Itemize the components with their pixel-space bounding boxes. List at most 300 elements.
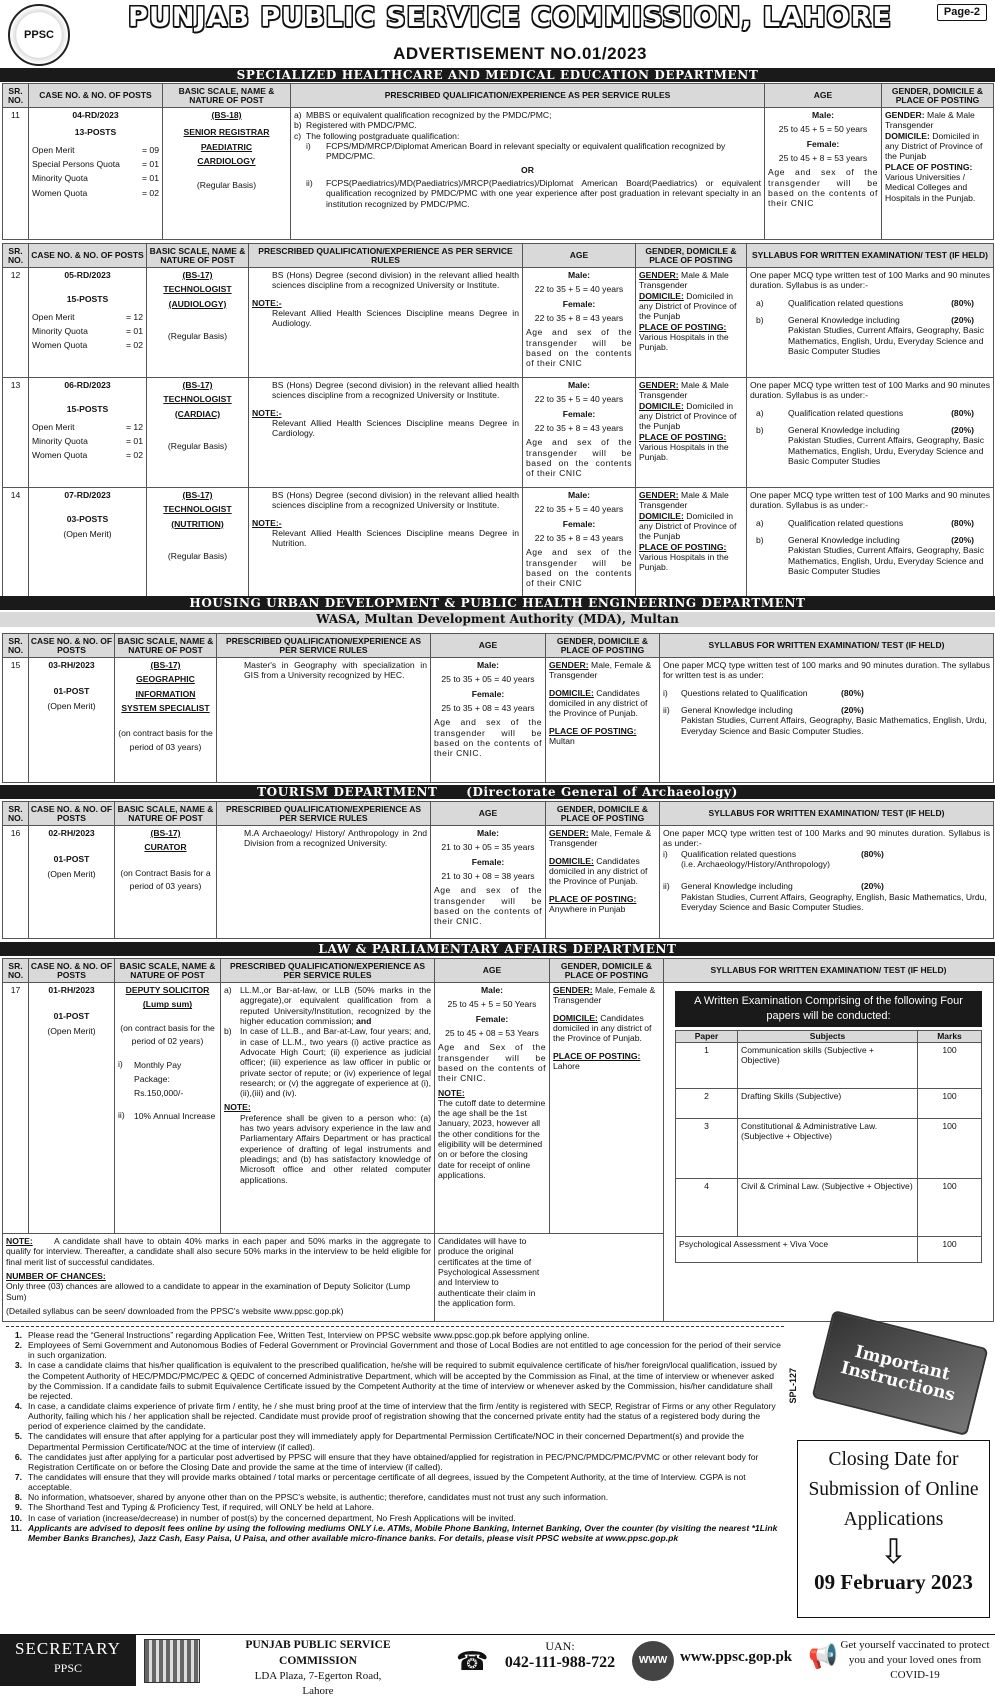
- table-row: [3, 488, 994, 598]
- gender-label: GENDER:: [549, 828, 589, 838]
- quota-value: = 12: [126, 311, 143, 322]
- syllabus-cell: [747, 268, 994, 378]
- post-name: TECHNOLOGIST: [163, 504, 232, 515]
- note-label: NOTE:-: [252, 407, 282, 418]
- paper-col-header: Subjects: [738, 1030, 918, 1042]
- or-separator: OR: [521, 164, 534, 175]
- basic-scale: (BS-17): [150, 660, 181, 670]
- age-note: Age and sex of the transgender will be based on the contents of their CNIC.: [434, 717, 542, 759]
- note-label: NOTE:-: [252, 517, 282, 528]
- post-name: (AUDIOLOGY): [168, 298, 227, 309]
- quota-label: Minority Quota: [32, 435, 88, 446]
- age-female: 21 to 30 + 08 = 38 years: [441, 870, 535, 881]
- case-cell: [29, 658, 115, 783]
- psych-assessment: Psychological Assessment + Viva Voce: [676, 1236, 918, 1262]
- qualification-item: BS (Hons) Degree (second division) in the relevant allied health sciences discipline from a recognized University or Institute.: [272, 270, 519, 291]
- merit-type: (Open Merit): [63, 528, 112, 539]
- col-header: SR. NO.: [3, 244, 29, 268]
- globe-icon: WWW: [632, 1641, 674, 1681]
- gender-value: Male, Female & Transgender: [553, 985, 656, 1006]
- syllabus-key: b): [756, 314, 764, 325]
- serial-number: 15: [3, 658, 29, 783]
- department-heading: HOUSING URBAN DEVELOPMENT & PUBLIC HEALTH ENGINEERING DEPARTMENT: [0, 596, 995, 610]
- gender-label: GENDER:: [553, 985, 593, 995]
- syllabus-marks: (20%): [861, 881, 884, 892]
- instruction-number: 7.: [14, 1471, 22, 1482]
- list-key: i): [118, 1059, 123, 1070]
- gender-label: GENDER:: [639, 380, 679, 390]
- paper-col-header: Paper: [676, 1030, 738, 1042]
- syllabus-cell: [747, 488, 994, 598]
- bottom-note-cell: [3, 1234, 435, 1322]
- and-connector: and: [356, 1015, 372, 1026]
- gender-cell: [546, 826, 660, 939]
- qualification-item: The following postgraduate qualification:: [306, 130, 460, 141]
- post-nature: (Regular Basis): [167, 550, 228, 561]
- general-instructions: [6, 1326, 784, 1543]
- department-heading: LAW & PARLIAMENTARY AFFAIRS DEPARTMENT: [0, 942, 995, 956]
- instruction-number: 11.: [10, 1522, 22, 1533]
- syllabus-marks: (80%): [951, 297, 974, 308]
- col-header: CASE NO. & NO. OF POSTS: [29, 634, 115, 658]
- age-cell: [523, 488, 636, 598]
- case-cell: [29, 826, 115, 939]
- age-cell: [431, 658, 546, 783]
- post-count: 15-POSTS: [66, 294, 109, 305]
- syllabus-marks: (80%): [951, 407, 974, 418]
- basic-scale: (BS-17): [182, 380, 213, 390]
- age-label: Male:: [568, 490, 590, 500]
- syllabus-item: General Knowledge including: [788, 424, 900, 435]
- syllabus-item: Qualification related questions: [788, 297, 904, 308]
- age-label: Female:: [562, 298, 596, 309]
- place-label: PLACE OF POSTING:: [549, 893, 637, 904]
- posts-table: [2, 243, 994, 598]
- syllabus-marks: (80%): [841, 687, 864, 698]
- col-header: SR. NO.: [3, 634, 29, 658]
- department-subheading: WASA, Multan Development Authority (MDA), Multan: [0, 612, 995, 627]
- gender-label: GENDER:: [639, 270, 679, 280]
- qualification-item: Registered with PMDC/PMC.: [306, 120, 417, 131]
- quota-value: = 01: [126, 325, 143, 336]
- syllabus-detail: Pakistan Studies, Current Affairs, Geography, English, Basic Mathematics, Urdu, Everyday Science and Basic Computer Studies.: [681, 891, 987, 912]
- domicile-value: Domiciled in any District of Province of the Punjab: [639, 400, 737, 432]
- age-label: Female:: [471, 856, 505, 867]
- syllabus-key: b): [756, 424, 764, 435]
- posts-table: [2, 801, 994, 939]
- qualification-item: Master's in Geography with specialization in GIS from a University recognized by HEC.: [244, 660, 427, 681]
- instruction-number: 5.: [14, 1431, 22, 1442]
- col-header: GENDER, DOMICILE & PLACE OF POSTING: [636, 244, 747, 268]
- domicile-label: DOMICILE:: [639, 400, 684, 411]
- quota-value: = 01: [142, 173, 159, 184]
- age-label: Female:: [562, 518, 596, 529]
- gender-value: Male, Female & Transgender: [549, 828, 652, 849]
- uan-number: 042-111-988-722: [504, 1653, 616, 1671]
- gender-value: Male & Male Transgender: [885, 110, 975, 131]
- age-label: Female:: [471, 688, 505, 699]
- syllabus-marks: (80%): [951, 517, 974, 528]
- address-line: Lahore: [302, 1684, 334, 1697]
- instruction-text: The candidates will ensure that they will provide marks obtained / total marks or percentage certificate of all degrees, issued by the Competent Authority, at the time of Interview. CGPA is not acceptable.: [28, 1471, 746, 1493]
- syllabus-item: Questions related to Qualification: [681, 687, 808, 698]
- paper-marks: 100: [918, 1236, 982, 1262]
- syllabus-cell: [660, 826, 994, 939]
- ppsc-label: PPSC: [53, 1660, 83, 1675]
- case-number: 07-RD/2023: [64, 490, 111, 500]
- posts-table: [2, 83, 994, 240]
- gender-value: Male & Male Transgender: [639, 490, 729, 511]
- serial-number: 13: [3, 378, 29, 488]
- syllabus-key: a): [756, 407, 764, 418]
- quota-value: = 02: [126, 450, 143, 461]
- place-value: Various Hospitals in the Punjab.: [639, 331, 729, 353]
- secretary-block: [0, 1635, 136, 1686]
- arrow-down-icon: ⇩: [879, 1533, 908, 1571]
- age-note-cont: [435, 1234, 664, 1322]
- basic-scale: (BS-18): [211, 110, 242, 120]
- post-name: (NUTRITION): [171, 518, 224, 529]
- case-number: 02-RH/2023: [48, 828, 95, 838]
- post-name: TECHNOLOGIST: [163, 394, 232, 405]
- gender-label: GENDER:: [639, 490, 679, 500]
- instruction-text: Please read the “General Instructions” regarding Application Fee, Written Test, Interview on PPSC website www.ppsc.gop.pk before applying online.: [28, 1330, 590, 1340]
- col-header: AGE: [523, 244, 636, 268]
- place-value: Various Universities / Medical Colleges and Hospitals in the Punjab.: [885, 171, 976, 203]
- case-cell: [29, 108, 163, 240]
- syllabus-key: ii): [663, 881, 670, 892]
- age-note: Age and Sex of the transgender will be based on the contents of their CNIC.: [438, 1042, 546, 1084]
- post-nature: (Regular Basis): [167, 440, 228, 451]
- syllabus-intro: One paper MCQ type written test of 100 Marks and 90 minutes duration. Syllabus is as under:-: [663, 828, 990, 849]
- post-name: GEOGRAPHIC: [136, 674, 195, 685]
- col-header: AGE: [765, 84, 882, 108]
- instruction-text: No information, whatsoever, shared by anyone other than on the PPSC's website, is authentic; therefore, candidates must not trust any such information.: [28, 1492, 609, 1503]
- paper-col-header: Marks: [918, 1030, 982, 1042]
- website-link[interactable]: www.ppsc.gop.pk: [680, 1649, 793, 1665]
- address-line: LDA Plaza, 7-Egerton Road,: [254, 1670, 382, 1683]
- quota-label: Open Merit: [32, 311, 75, 322]
- department-heading: [0, 785, 995, 799]
- qualification-item: LL.M.,or Bar-at-law, or LLB (50% marks in the aggregate),or equivalent qualification from a reputed University/Institution, recognized by the higher education commission;: [240, 985, 431, 1026]
- merit-type: (Open Merit): [47, 868, 96, 879]
- post-name-cell: [163, 108, 291, 240]
- post-name: CURATOR: [144, 842, 187, 853]
- quota-value: = 12: [126, 421, 143, 432]
- merit-type: (Open Merit): [47, 700, 96, 711]
- age-note: Age and sex of the transgender will be based on the contents of their CNIC: [768, 167, 878, 209]
- post-count: 03-POSTS: [66, 514, 109, 525]
- qualification-item: BS (Hons) Degree (second division) in the relevant allied health sciences discipline from a recognized University or Institute.: [272, 380, 519, 401]
- quota-label: Women Quota: [32, 187, 88, 198]
- post-nature: (Regular Basis): [196, 180, 257, 191]
- secretary-label: SECRETARY: [15, 1639, 121, 1658]
- gender-value: Male, Female & Transgender: [549, 660, 652, 681]
- post-name-cell: [147, 488, 249, 598]
- instruction-text: Employees of Semi Government and Autonomous Bodies of Federal Government or Provincial Government and those of Local Bodies are not entitled to age concession for the period of their service in such organization.: [28, 1340, 781, 1361]
- case-number: 05-RD/2023: [64, 270, 111, 280]
- table-row: [3, 108, 994, 240]
- instruction-number: 4.: [14, 1400, 22, 1411]
- page-badge: Page-2: [937, 4, 987, 21]
- posts-table: [2, 633, 994, 783]
- col-header: AGE: [435, 959, 550, 983]
- syllabus-item: Qualification related questions: [788, 407, 904, 418]
- col-header: AGE: [431, 802, 546, 826]
- note-text: A candidate shall have to obtain 40% marks in each paper and 50% marks in the aggregate to qualify for interview. Thereafter, a candidate shall also secure 50% marks in the interview to be held eligible for final merit list of successful candidates.: [6, 1236, 431, 1267]
- syllabus-marks: (20%): [951, 534, 974, 545]
- uan-block: [495, 1640, 625, 1672]
- col-header: PRESCRIBED QUALIFICATION/EXPERIENCE AS PER SERVICE RULES: [217, 634, 431, 658]
- qualification-cell: [249, 378, 523, 488]
- col-header: SR. NO.: [3, 802, 29, 826]
- place-label: PLACE OF POSTING:: [553, 1050, 641, 1061]
- post-name: DEPUTY SOLICITOR: [125, 985, 210, 995]
- syllabus-key: i): [663, 687, 668, 698]
- age-cell: [523, 378, 636, 488]
- col-header: CASE NO. & NO. OF POSTS: [29, 84, 163, 108]
- paper-marks: 100: [918, 1042, 982, 1088]
- note-label: NOTE:: [6, 1236, 33, 1246]
- syllabus-intro: One paper MCQ type written test of 100 marks and 90 minutes duration. The syllabus for written test is as under:: [663, 660, 990, 681]
- syllabus-item: General Knowledge including: [681, 881, 793, 892]
- col-header: GENDER, DOMICILE & PLACE OF POSTING: [550, 959, 664, 983]
- gender-cell: [636, 488, 747, 598]
- age-female: 25 to 45 + 8 = 53 years: [778, 152, 868, 163]
- serial-number: 16: [3, 826, 29, 939]
- instruction-text: The Shorthand Test and Typing & Proficiency Test, if required, will ONLY be held at Lahore.: [28, 1502, 375, 1513]
- instruction-text: The candidates just after applying for a particular post advertised by PPSC will ensure that they have obtained/applied for registration in PEC/PNC/PMDC/PMC/PVMC or other relevant body for Registration Certificate on or before the Closing Date and provide the same at the time of interview (if called).: [28, 1451, 759, 1472]
- age-label: Male:: [477, 828, 499, 838]
- syllabus-marks: (80%): [861, 848, 884, 859]
- department-name: TOURISM DEPARTMENT: [257, 785, 438, 799]
- case-number: 06-RD/2023: [64, 380, 111, 390]
- quota-value: = 01: [142, 158, 159, 169]
- post-count: 01-POST: [53, 854, 90, 865]
- post-count: 01-POST: [53, 1011, 90, 1022]
- col-header: GENDER, DOMICILE & PLACE OF POSTING: [546, 802, 660, 826]
- posts-table: [2, 958, 994, 1322]
- quota-label: Minority Quota: [32, 325, 88, 336]
- col-header: SYLLABUS FOR WRITTEN EXAMINATION/ TEST (IF HELD): [664, 959, 994, 983]
- gender-value: Male & Male Transgender: [639, 270, 729, 291]
- qualification-cell: a) MBBS or equivalent qualification recognized by the PMDC/PMC; b) Registered with PMDC/PMC. c) The following postgraduate qualification: i) FCPS/MD/MRCP/Diplomat American Board in relevant specialty or equivalent qualification recognized by PMDC/PMC. OR ii) FCPS(Paediatrics)/MD(Paediatrics)/MRCP(Paediatrics)/Diplomat American Board(Paediatrics) or equivalent qualification recognized by PMDC/PMC with one year experience after post graduation in relevant specialty in an institution recognized by PMDC/PMC.: [291, 108, 765, 240]
- syllabus-item: General Knowledge including: [681, 704, 793, 715]
- col-header: PRESCRIBED QUALIFICATION/EXPERIENCE AS PER SERVICE RULES: [249, 244, 523, 268]
- instruction-number: 10.: [10, 1512, 22, 1523]
- place-value: Various Hospitals in the Punjab.: [639, 441, 729, 463]
- paper-subject: Drafting Skills (Subjective): [738, 1088, 918, 1118]
- paper-number: 1: [676, 1042, 738, 1088]
- col-header: CASE NO. & NO. OF POSTS: [29, 802, 115, 826]
- post-nature: (Regular Basis): [167, 330, 228, 341]
- syllabus-key: ii): [663, 704, 670, 715]
- quota-value: = 02: [126, 340, 143, 351]
- annual-increase: 10% Annual Increase: [134, 1111, 216, 1122]
- quota-label: Minority Quota: [32, 173, 88, 184]
- domicile-label: DOMICILE:: [639, 510, 684, 521]
- syllabus-key: a): [756, 517, 764, 528]
- gender-cell: [550, 983, 664, 1234]
- table-row: [3, 826, 994, 939]
- col-header: GENDER, DOMICILE & PLACE OF POSTING: [546, 634, 660, 658]
- post-name: PAEDIATRIC: [200, 141, 253, 152]
- instruction-number: 3.: [14, 1360, 22, 1371]
- col-header: SYLLABUS FOR WRITTEN EXAMINATION/ TEST (IF HELD): [660, 634, 994, 658]
- case-cell: [29, 378, 147, 488]
- age-cell: [435, 983, 550, 1234]
- paper-marks: 100: [918, 1118, 982, 1178]
- serial-number: 14: [3, 488, 29, 598]
- instruction-number: 6.: [14, 1451, 22, 1462]
- col-header: SR. NO.: [3, 84, 29, 108]
- spl-code: SPL-127: [788, 1368, 798, 1404]
- quota-label: Open Merit: [32, 421, 75, 432]
- age-male: 25 to 35 + 05 = 40 years: [441, 674, 535, 685]
- paper-subject: Civil & Criminal Law. (Subjective + Objective): [738, 1178, 918, 1236]
- list-key: ii): [118, 1110, 125, 1121]
- col-header: SYLLABUS FOR WRITTEN EXAMINATION/ TEST (IF HELD): [660, 802, 994, 826]
- col-header: SR. NO.: [3, 959, 29, 983]
- post-name-cell: [115, 983, 221, 1234]
- header: [0, 0, 995, 68]
- col-header: BASIC SCALE, NAME & NATURE OF POST: [115, 802, 217, 826]
- qualification-cell: [221, 983, 435, 1234]
- department-heading: SPECIALIZED HEALTHCARE AND MEDICAL EDUCATION DEPARTMENT: [0, 68, 995, 82]
- syllabus-item: General Knowledge including: [788, 314, 900, 325]
- vaccination-message: Get yourself vaccinated to protect you and your loved ones from COVID-19: [840, 1639, 990, 1681]
- post-name: INFORMATION: [135, 688, 196, 699]
- domicile-value: Domiciled in any District of Province of the Punjab: [639, 510, 737, 542]
- age-cell: [765, 108, 882, 240]
- qualification-cell: [217, 658, 431, 783]
- age-cell: [523, 268, 636, 378]
- syllabus-cell: [660, 658, 994, 783]
- quota-label: Women Quota: [32, 450, 88, 461]
- qualification-item: FCPS(Paediatrics)/MD(Paediatrics)/MRCP(Paediatrics)/Diplomat American Board(Paediatrics) or equivalent qualification recognized by PMDC/PMC with one year experience after post graduation in relevant specialty in an institution recognized by PMDC/PMC.: [326, 177, 761, 209]
- syllabus-key: a): [756, 297, 764, 308]
- instruction-number: 9.: [14, 1502, 22, 1513]
- paper-marks: 100: [918, 1178, 982, 1236]
- note-text: Preference shall be given to a person who: (a) has two years advisory experience in the law and Parliamentary Affairs Department or has practical experience of drafting of legal instruments and pleadings; and (b) has satisfactory knowledge of Microsoft office and other related computer applications.: [240, 1112, 431, 1185]
- age-female: 22 to 35 + 8 = 43 years: [534, 422, 624, 433]
- col-header: GENDER, DOMICILE & PLACE OF POSTING: [882, 84, 994, 108]
- age-label: Female:: [562, 408, 596, 419]
- note-label: NOTE:: [438, 1087, 465, 1098]
- age-label: Male:: [812, 110, 834, 120]
- post-nature: (on Contract Basis for a period of 03 years): [120, 867, 211, 892]
- syllabus-marks: (20%): [951, 424, 974, 435]
- building-icon: [144, 1639, 200, 1683]
- case-cell: [29, 983, 115, 1234]
- col-header: PRESCRIBED QUALIFICATION/EXPERIENCE AS PER SERVICE RULES: [217, 802, 431, 826]
- place-label: PLACE OF POSTING:: [639, 321, 727, 332]
- col-header: BASIC SCALE, NAME & NATURE OF POST: [115, 634, 217, 658]
- list-key: a): [224, 985, 232, 995]
- post-name-cell: [147, 268, 249, 378]
- closing-date-box: [797, 1440, 990, 1618]
- department-subname: (Directorate General of Archaeology): [466, 785, 738, 799]
- age-cell: [431, 826, 546, 939]
- post-count: 01-POST: [53, 686, 90, 697]
- gender-cell: [546, 658, 660, 783]
- post-name: (Lump sum): [142, 999, 193, 1010]
- footer: [0, 1634, 995, 1697]
- syllabus-key: i): [663, 848, 668, 859]
- paper-subject: Constitutional & Administrative Law. (Subjective + Objective): [738, 1118, 918, 1178]
- age-note: Age and sex of the transgender will be based on the contents of their CNIC: [526, 437, 632, 479]
- gender-label: GENDER:: [885, 110, 925, 120]
- case-cell: [29, 268, 147, 378]
- qualification-item: In case of LL.B., and Bar-at-Law, four years; and, in case of LL.M., two years (i) active practice as Advocate High Court; (ii) experience as judicial officer; (iii) experience as law officer in public or private sector of repute; or (iv) experience of legal research; or (v) the aggregate of experience at (i),(ii),(iii) and (iv).: [240, 1026, 431, 1099]
- closing-date: 09 February 2023: [814, 1569, 973, 1594]
- quota-label: Special Persons Quota: [32, 158, 120, 169]
- list-key: b): [224, 1026, 232, 1037]
- qualification-item: M.A Archaeology/ History/ Anthropology in 2nd Division from a recognized University.: [244, 828, 427, 849]
- syllabus-cell: [747, 378, 994, 488]
- gender-cell: [636, 268, 747, 378]
- instruction-number: 8.: [14, 1492, 22, 1503]
- post-name-cell: [115, 826, 217, 939]
- age-label: Male:: [568, 270, 590, 280]
- syllabus-key: b): [756, 534, 764, 545]
- case-number: 01-RH/2023: [48, 985, 95, 995]
- age-male: 22 to 35 + 5 = 40 years: [534, 504, 624, 515]
- syllabus-marks: (20%): [841, 704, 864, 715]
- paper-row: [676, 1042, 982, 1088]
- note-label: NOTE:-: [252, 297, 282, 308]
- instruction-text: Applicants are advised to deposit fees online by using the following mediums ONLY i.e. ATMs, Mobile Phone Banking, Internet Banking, Over the counter (by visiting the nearest *1Link Member Banks Branches), Jazz Cash, Easy Paisa, U Paisa, and other available micro-finance banks. For details, please visit PPSC website at www.ppsc.gop.pk: [28, 1522, 778, 1543]
- syllabus-item: General Knowledge including: [788, 534, 900, 545]
- col-header: PRESCRIBED QUALIFICATION/EXPERIENCE AS PER SERVICE RULES: [291, 84, 765, 108]
- post-name-cell: [115, 658, 217, 783]
- note-text: Relevant Allied Health Sciences Discipline means Degree in Cardiology.: [272, 417, 519, 439]
- table-row: [3, 268, 994, 378]
- syllabus-intro: One paper MCQ type written test of 100 Marks and 90 minutes duration. Syllabus is as under:-: [750, 380, 990, 401]
- basic-scale: (BS-17): [150, 828, 181, 838]
- instruction-number: 2.: [14, 1340, 22, 1351]
- domicile-label: DOMICILE:: [885, 130, 930, 141]
- quota-value: = 01: [126, 435, 143, 446]
- post-nature: (on contract basis for the period of 03 years): [118, 728, 213, 752]
- domicile-label: DOMICILE:: [549, 687, 594, 698]
- gender-cell: [882, 108, 994, 240]
- serial-number: 17: [3, 983, 29, 1234]
- age-male: 25 to 45 + 5 = 50 Years: [447, 999, 537, 1010]
- col-header: BASIC SCALE, NAME & NATURE OF POST: [163, 84, 291, 108]
- place-value: Lahore: [553, 1060, 580, 1071]
- domicile-value: Domiciled in any District of Province of the Punjab: [885, 130, 983, 162]
- instruction-text: In case of variation (increase/decrease) in number of post(s) by the concerned department, No Fresh Applications will be invited.: [28, 1512, 516, 1523]
- place-label: PLACE OF POSTING:: [549, 725, 637, 736]
- qualification-cell: [217, 826, 431, 939]
- paper-number: 4: [676, 1178, 738, 1236]
- post-count: 15-POSTS: [66, 404, 109, 415]
- age-note: Age and sex of the transgender will be based on the contents of their CNIC: [526, 547, 632, 589]
- paper-subject: Communication skills (Subjective + Objective): [738, 1042, 918, 1088]
- post-name: SENIOR REGISTRAR: [183, 127, 270, 138]
- age-note: Age and sex of the transgender will be based on the contents of their CNIC: [526, 327, 632, 369]
- col-header: BASIC SCALE, NAME & NATURE OF POST: [147, 244, 249, 268]
- place-value: Multan: [549, 735, 575, 746]
- syllabus-link-note: (Detailed syllabus can be seen/ downloaded from the PPSC's website www.ppsc.gop.pk): [6, 1305, 344, 1316]
- address-line: PUNJAB PUBLIC SERVICE COMMISSION: [245, 1639, 391, 1667]
- chances-label: NUMBER OF CHANCES:: [6, 1270, 106, 1281]
- merit-type: (Open Merit): [47, 1025, 96, 1036]
- paper-row: [676, 1088, 982, 1118]
- post-nature: (on contract basis for the period of 02 years): [120, 1022, 215, 1047]
- syllabus-item: Qualification related questions: [788, 517, 904, 528]
